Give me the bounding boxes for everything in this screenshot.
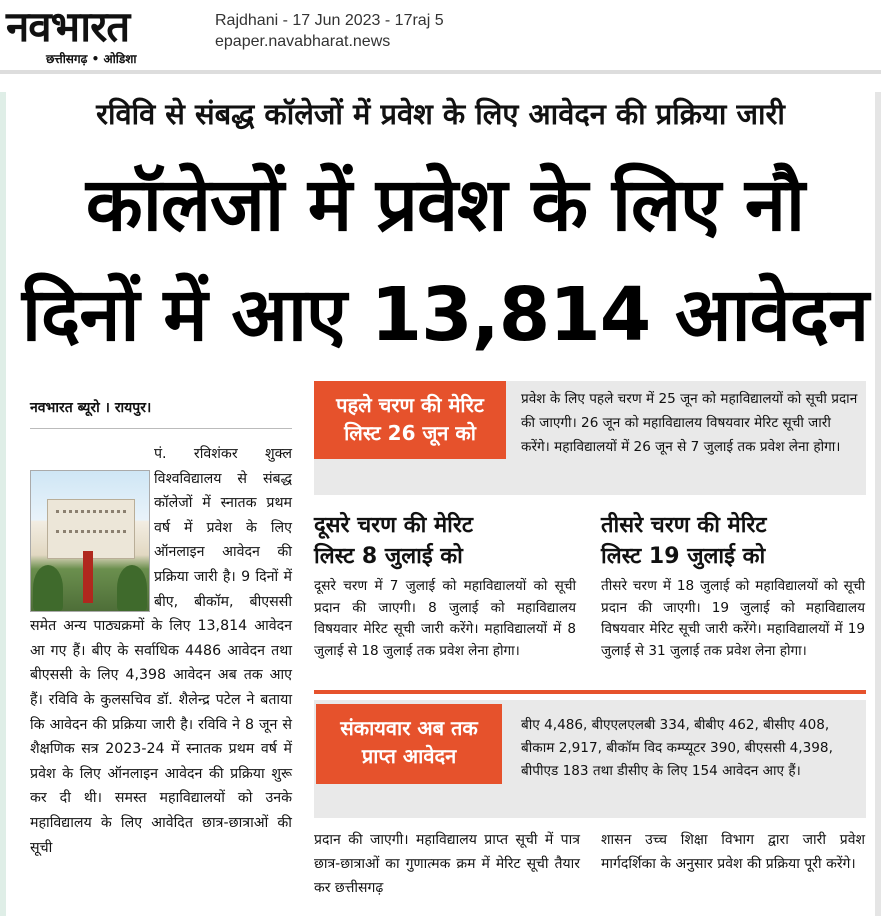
kicker-headline: रविवि से संबद्ध कॉलेजों में प्रवेश के लिए आवेदन की प्रक्रिया जारी bbox=[96, 97, 785, 131]
university-photo bbox=[30, 470, 150, 612]
continuation-middle: प्रदान की जाएगी। महाविद्यालय प्राप्त सूची में पात्र छात्र-छात्राओं का गुणात्मक क्रम में मेरिट सूची तैयार कर छत्तीसगढ़ bbox=[314, 832, 580, 896]
third-merit-text: तीसरे चरण में 18 जुलाई को महाविद्यालयों को सूची प्रदान की जाएगी। 19 जुलाई को महाविद्यालय विषयवार मेरिट सूची जारी करेंगे। महाविद्यालयों में 19 जुलाई से 31 जुलाई तक प्रवेश लेना होगा। bbox=[601, 578, 865, 659]
third-merit-heading-line-2: लिस्ट 19 जुलाई को bbox=[601, 544, 766, 569]
byline: नवभारत ब्यूरो । रायपुर। bbox=[30, 400, 152, 416]
second-merit-heading-line-2: लिस्ट 8 जुलाई को bbox=[314, 544, 463, 569]
byline-divider bbox=[30, 428, 292, 429]
lead-text: पं. रविशंकर शुक्ल विश्वविद्यालय से संबद्ध कॉलेजों में स्नातक प्रथम वर्ष में प्रवेश के लिए ऑनलाइन आवेदन की प्रक्रिया जारी है। 9 दिनों में बीए, बीकॉम, बीएससी समेत अन्य पाठ्यक्रमों के लिए 13,814 आवेदन आ गए हैं। बीए के सर्वाधिक 4486 आवेदन तथा बीएससी के लिए 4,398 आवेदन अब तक आए हैं। रविवि के कुलसचिव डॉ. शैलेन्द्र पटेल ने बताया कि आवेदन की प्रक्रिया जारी है। रविवि ने 8 जून से शैक्षणिक सत्र 2023-24 में स्नातक प्रथम वर्ष में प्रवेश के लिए ऑनलाइन आवेदन की प्रक्रिया शुरू कर दी थी। समस्त महाविद्यालयों को उनके महाविद्यालय के लिए आवेदित छात्र-छात्राओं की सूची bbox=[30, 446, 292, 856]
first-merit-label-line-2: लिस्ट 26 जून को bbox=[344, 421, 476, 445]
faculty-wise-label bbox=[316, 704, 502, 784]
logo-subtext: छत्तीसगढ़ • ओडिशा bbox=[46, 52, 137, 66]
faculty-wise-box bbox=[314, 700, 866, 818]
first-merit-label bbox=[314, 381, 506, 459]
third-merit-heading-line-1: तीसरे चरण की मेरिट bbox=[601, 513, 767, 538]
building-shape bbox=[47, 499, 135, 559]
page-edge-right bbox=[875, 92, 881, 916]
faculty-wise-text: बीए 4,486, बीएएलएलबी 334, बीबीए 462, बीसीए 408, बीकाम 2,917, बीकॉम विद कम्प्यूटर 390, बीएससी 4,398, बीपीएड 183 तथा डीसीए के लिए 154 आवेदन आए हैं। bbox=[521, 717, 833, 779]
section-divider bbox=[314, 690, 866, 694]
logo-text: नवभारत bbox=[6, 2, 130, 51]
page-edge-left bbox=[0, 92, 6, 916]
site-link[interactable]: epaper.navabharat.news bbox=[215, 33, 391, 50]
first-merit-label-line-1: पहले चरण की मेरिट bbox=[336, 393, 484, 417]
masthead bbox=[0, 0, 881, 74]
masthead-divider bbox=[0, 70, 881, 74]
second-merit-heading bbox=[314, 510, 584, 572]
faculty-wise-label-line-2: प्राप्त आवेदन bbox=[361, 744, 457, 768]
continuation-right: शासन उच्च शिक्षा विभाग द्वारा जारी प्रवेश मार्गदर्शिका के अनुसार प्रवेश की प्रक्रिया पूरी करेंगे। bbox=[601, 832, 865, 872]
second-merit-text: दूसरे चरण में 7 जुलाई को महाविद्यालयों को सूची प्रदान की जाएगी। 8 जुलाई को महाविद्यालय विषयवार मेरिट सूची जारी करेंगे। महाविद्यालयों में 8 जुलाई से 18 जुलाई तक प्रवेश लेना होगा। bbox=[314, 578, 576, 659]
main-headline bbox=[20, 150, 870, 370]
edition-info bbox=[215, 10, 444, 52]
monument-shape bbox=[83, 551, 93, 603]
tree-shape bbox=[33, 565, 63, 611]
second-merit-heading-line-1: दूसरे चरण की मेरिट bbox=[314, 513, 473, 538]
edition-line: Rajdhani - 17 Jun 2023 - 17raj 5 bbox=[215, 12, 444, 29]
tree-shape bbox=[117, 565, 147, 611]
newspaper-logo[interactable] bbox=[6, 4, 196, 66]
first-merit-box bbox=[314, 381, 866, 495]
third-merit-heading bbox=[601, 510, 871, 572]
faculty-wise-label-line-1: संकायवार अब तक bbox=[340, 716, 478, 740]
headline-line-2: दिनों में आए 13,814 आवेदन bbox=[21, 272, 869, 358]
first-merit-text: प्रवेश के लिए पहले चरण में 25 जून को महाविद्यालयों को सूची प्रदान की जाएगी। 26 जून को महाविद्यालय विषयवार मेरिट सूची जारी करेंगे। महाविद्यालयों में 26 जून से 7 जुलाई तक प्रवेश लेना होगा। bbox=[521, 391, 858, 455]
headline-line-1: कॉलेजों में प्रवेश के लिए नौ bbox=[85, 162, 805, 248]
